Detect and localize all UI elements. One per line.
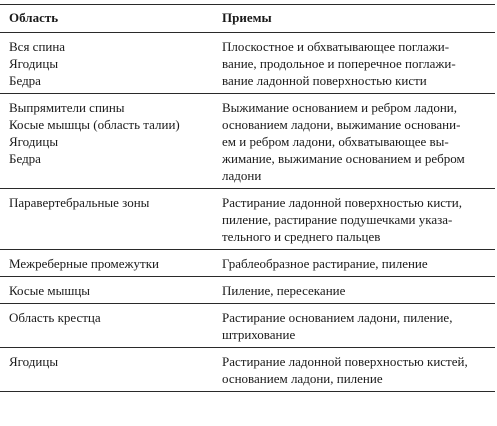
techniques-cell bbox=[218, 250, 495, 277]
area-line: Ягодицы bbox=[9, 134, 59, 149]
technique-line: тельного и среднего пальцев bbox=[222, 229, 381, 244]
area-cell bbox=[0, 277, 218, 304]
area-line: Косые мышцы bbox=[9, 283, 91, 298]
area-line: Область крестца bbox=[9, 310, 101, 325]
technique-line: вание, продольное и поперечное поглажи- bbox=[222, 56, 456, 71]
techniques-cell bbox=[218, 94, 495, 189]
technique-line: основанием ладони, пиление bbox=[222, 371, 383, 386]
massage-techniques-table bbox=[0, 4, 495, 392]
area-cell bbox=[0, 33, 218, 94]
area-line: Ягодицы bbox=[9, 354, 59, 369]
area-line: Межреберные промежутки bbox=[9, 256, 159, 271]
techniques-cell bbox=[218, 189, 495, 250]
techniques-cell bbox=[218, 33, 495, 94]
area-cell bbox=[0, 348, 218, 392]
area-cell bbox=[0, 189, 218, 250]
table-row bbox=[0, 348, 495, 392]
table-row bbox=[0, 250, 495, 277]
technique-line: Выжимание основанием и ребром ладони, bbox=[222, 100, 457, 115]
table-header bbox=[0, 5, 495, 33]
technique-line: основанием ладони, выжимание основани- bbox=[222, 117, 461, 132]
area-line: Паравертебральные зоны bbox=[9, 195, 150, 210]
table-body bbox=[0, 33, 495, 392]
area-line: Косые мышцы (область талии) bbox=[9, 117, 180, 132]
technique-line: Граблеобразное растирание, пиление bbox=[222, 256, 428, 271]
table-row bbox=[0, 33, 495, 94]
area-line: Бедра bbox=[9, 73, 41, 88]
column-header-techniques: Приемы bbox=[218, 5, 495, 33]
table-header-row bbox=[0, 5, 495, 33]
table-row bbox=[0, 94, 495, 189]
area-line: Выпрямители спины bbox=[9, 100, 125, 115]
technique-line: ладони bbox=[222, 168, 262, 183]
techniques-cell bbox=[218, 277, 495, 304]
techniques-cell bbox=[218, 348, 495, 392]
area-cell bbox=[0, 250, 218, 277]
area-line: Бедра bbox=[9, 151, 41, 166]
table-row bbox=[0, 304, 495, 348]
column-header-area: Область bbox=[0, 5, 218, 33]
area-cell bbox=[0, 94, 218, 189]
techniques-cell bbox=[218, 304, 495, 348]
technique-line: Растирание ладонной поверхностью кисти, bbox=[222, 195, 462, 210]
technique-line: вание ладонной поверхностью кисти bbox=[222, 73, 427, 88]
technique-line: штрихование bbox=[222, 327, 296, 342]
technique-line: жимание, выжимание основанием и ребром bbox=[222, 151, 465, 166]
technique-line: пиление, растирание подушечками указа- bbox=[222, 212, 453, 227]
technique-line: Плоскостное и обхватывающее поглажи- bbox=[222, 39, 450, 54]
area-cell bbox=[0, 304, 218, 348]
technique-line: ем и ребром ладони, обхватывающее вы- bbox=[222, 134, 449, 149]
technique-line: Растирание ладонной поверхностью кистей, bbox=[222, 354, 468, 369]
table-row bbox=[0, 189, 495, 250]
area-line: Ягодицы bbox=[9, 56, 59, 71]
technique-line: Пиление, пересекание bbox=[222, 283, 346, 298]
technique-line: Растирание основанием ладони, пиление, bbox=[222, 310, 453, 325]
area-line: Вся спина bbox=[9, 39, 66, 54]
table-row bbox=[0, 277, 495, 304]
